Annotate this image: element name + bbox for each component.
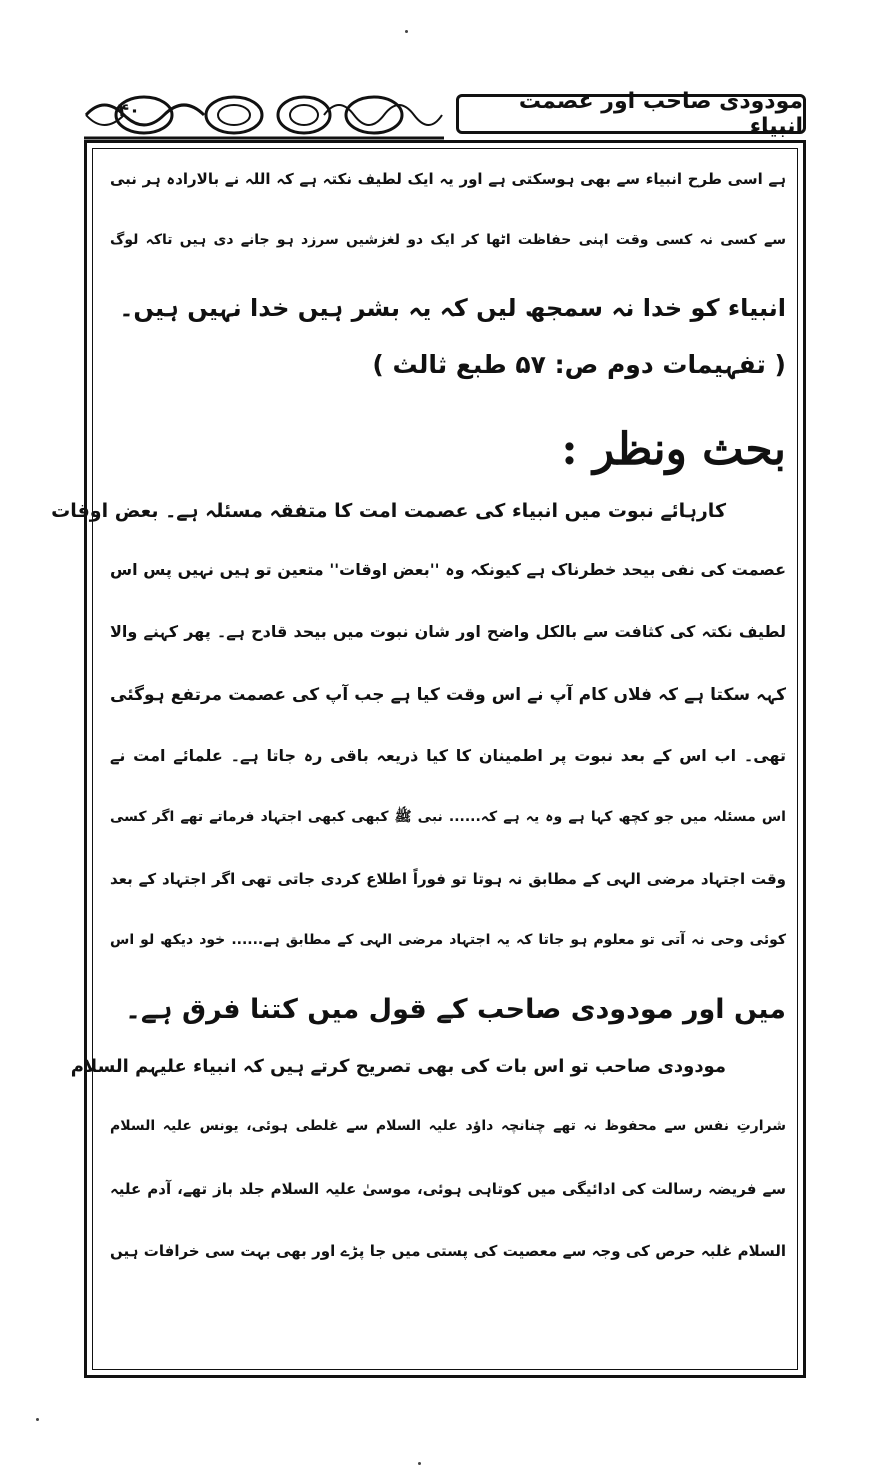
text-line: اس مسئلہ میں جو کچھ کہا ہے وہ یہ ہے کہ...... نبی ﷺ کبھی کبھی اجتہاد فرماتے تھے اگر کسی (110, 809, 786, 825)
page-number: ۴۰ (118, 100, 140, 121)
text-line: تھی۔ اب اس کے بعد نبوت پر اطمینان کا کیا ذریعہ باقی رہ جاتا ہے۔ علمائے امت نے (110, 746, 786, 765)
running-title: مودودی صاحب اور عصمت انبیاء (456, 94, 806, 134)
text-line: ہے اسی طرح انبیاء سے بھی ہوسکتی ہے اور یہ ایک لطیف نکتہ ہے کہ اللہ نے بالارادہ ہر نبی (110, 170, 786, 188)
scan-speck (418, 1462, 421, 1465)
text-line: شرارتِ نفس سے محفوظ نہ تھے چنانچہ داؤد علیہ السلام سے غلطی ہوئی، یونس علیہ السلام (110, 1118, 786, 1134)
scan-speck (36, 1418, 39, 1421)
text-line: کارہائے نبوت میں انبیاء کی عصمت امت کا متفقہ مسئلہ ہے۔ بعض اوقات (51, 500, 726, 522)
text-line: سے کسی نہ کسی وقت اپنی حفاظت اٹھا کر ایک دو لغزشیں سرزد ہو جانے دی ہیں تاکہ لوگ (110, 232, 786, 248)
text-line: کہہ سکتا ہے کہ فلاں کام آپ نے اس وقت کیا ہے جب آپ کی عصمت مرتفع ہوگئی (110, 685, 786, 705)
text-line: وقت اجتہاد مرضی الہی کے مطابق نہ ہوتا تو فوراً اطلاع کردی جاتی تھی اگر اجتہاد کے بعد (110, 870, 786, 888)
text-line: میں اور مودودی صاحب کے قول میں کتنا فرق ہے۔ (125, 994, 786, 1025)
section-heading: بحث ونظر : (561, 424, 786, 475)
scan-speck (405, 30, 408, 33)
text-line: مودودی صاحب تو اس بات کی بھی تصریح کرتے ہیں کہ انبیاء علیہم السلام (70, 1056, 726, 1077)
citation: ( تفہیمات دوم ص: ۵۷ طبع ثالث ) (372, 350, 786, 379)
text-line: انبیاء کو خدا نہ سمجھ لیں کہ یہ بشر ہیں خدا نہیں ہیں۔ (119, 294, 786, 322)
text-line: السلام غلبہ حرص کی وجہ سے معصیت کی پستی میں جا پڑے اور بھی بہت سی خرافات ہیں (110, 1242, 786, 1260)
text-line: لطیف نکتہ کی کثافت سے بالکل واضح اور شان نبوت میں بیحد قادح ہے۔ پھر کہنے والا (110, 622, 786, 641)
text-line: سے فریضہ رسالت کی ادائیگی میں کوتاہی ہوئی، موسیٰ علیہ السلام جلد باز تھے، آدم علیہ (110, 1180, 786, 1198)
text-line: عصمت کی نفی بیحد خطرناک ہے کیونکہ وہ ''بعض اوقات'' متعین تو ہیں نہیں پس اس (110, 560, 786, 579)
text-line: کوئی وحی نہ آتی تو معلوم ہو جاتا کہ یہ اجتہاد مرضی الہی کے مطابق ہے...... خود دیکھ لو اس (110, 932, 786, 948)
page-header (84, 90, 806, 140)
